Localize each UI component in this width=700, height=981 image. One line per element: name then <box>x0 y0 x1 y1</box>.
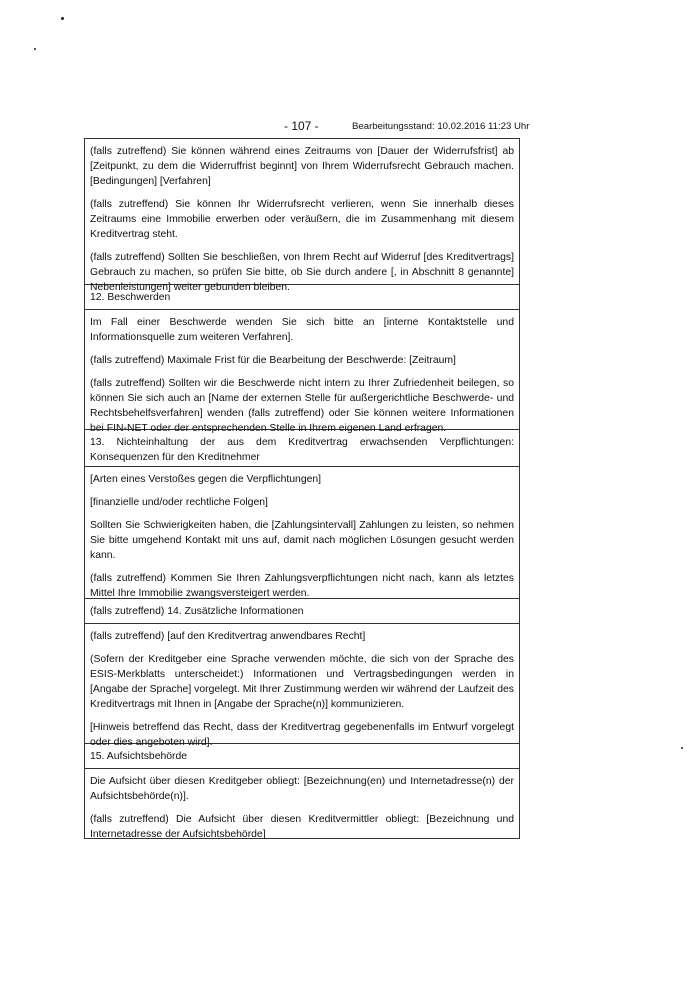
paragraph: [Arten eines Verstoßes gegen die Verpflichtungen] <box>90 474 322 485</box>
non-compliance-cell <box>85 467 519 599</box>
document-table <box>84 138 520 839</box>
paragraph: (falls zutreffend) Kommen Sie Ihren Zahlungsverpflichtungen nicht nach, kann als letztes Mittel Ihre Immobilie zwangsversteigert werden. <box>90 573 514 599</box>
complaints-cell <box>85 310 519 434</box>
withdrawal-cell <box>85 139 519 293</box>
paragraph: (falls zutreffend) Sie können Ihr Widerrufsrecht verlieren, wenn Sie innerhalb dieses Zeitraums eine Immobilie erwerben oder veräußern, die im Zusammenhang mit diesem Kreditvertrag steht. <box>90 199 514 240</box>
page-number: - 107 - <box>284 119 319 133</box>
paragraph: (falls zutreffend) Die Aufsicht über diesen Kreditvermittler obliegt: [Bezeichnung und Internetadresse der Aufsichtsbehörde] <box>90 814 514 840</box>
paragraph: [finanzielle und/oder rechtliche Folgen] <box>90 497 268 508</box>
additional-info-cell <box>85 624 519 748</box>
paragraph: [Hinweis betreffend das Recht, dass der Kreditvertrag gegebenenfalls im Entwurf vorgelegt oder dies angeboten wird]. <box>90 722 514 748</box>
paragraph: (falls zutreffend) Sollten Sie beschließen, von Ihrem Recht auf Widerruf [des Kreditvertrags] Gebrauch zu machen, so prüfen Sie bitte, ob Sie durch andere [, in Abschnitt 8 genannte] Nebenleistungen] weiter gebunden bleiben. <box>90 252 514 293</box>
section-title: 12. Beschwerden <box>90 292 171 303</box>
supervisory-authority-cell <box>85 769 519 846</box>
section-title: 15. Aufsichtsbehörde <box>90 751 188 762</box>
paragraph: (falls zutreffend) Maximale Frist für die Bearbeitung der Beschwerde: [Zeitraum] <box>90 355 456 366</box>
section-title: 13. Nichteinhaltung der aus dem Kreditvertrag erwachsenden Verpflichtungen: Konsequenzen für den Kreditnehmer <box>90 437 514 463</box>
scan-speck <box>34 48 36 50</box>
section-title: (falls zutreffend) 14. Zusätzliche Informationen <box>90 606 304 617</box>
scan-speck <box>681 747 683 749</box>
paragraph: (falls zutreffend) Sie können während eines Zeitraums von [Dauer der Widerrufsfrist] ab [Zeitpunkt, zu dem die Widerruffrist beginnt] von Ihrem Widerrufsrecht Gebrauch machen. [Bedingungen] [Verfahren] <box>90 146 514 187</box>
section-heading-additional-info <box>85 599 519 624</box>
paragraph: (falls zutreffend) [auf den Kreditvertrag anwendbares Recht] <box>90 631 366 642</box>
scan-speck <box>61 17 64 20</box>
section-heading-non-compliance <box>85 430 519 467</box>
page-header <box>84 119 530 135</box>
paragraph: Sollten Sie Schwierigkeiten haben, die [Zahlungsintervall] Zahlungen zu leisten, so nehmen Sie bitte umgehend Kontakt mit uns auf, damit nach möglichen Lösungen gesucht werden kann. <box>90 520 514 561</box>
paragraph: (Sofern der Kreditgeber eine Sprache verwenden möchte, die sich von der Sprache des ESIS-Merkblatts unterscheidet:) Informationen und Vertragsbedingungen werden in [Angabe der Sprache] vorgelegt. Mit Ihrer Zustimmung werden wir während der Laufzeit des Kreditvertrags mit Ihnen in [Angabe der Sprache(n)] kommunizieren. <box>90 654 514 710</box>
paragraph: (falls zutreffend) Sollten wir die Beschwerde nicht intern zu Ihrer Zufriedenheit beilegen, so können Sie sich auch an [Name der externen Stelle für außergerichtliche Beschwerde- und Rechtsbehelfsverfahren] wenden (falls zutreffend) oder Sie können weitere Informationen bei FIN-NET oder der entsprechenden Stelle in Ihrem eigenen Land erfragen. <box>90 378 514 434</box>
revision-status: Bearbeitungsstand: 10.02.2016 11:23 Uhr <box>352 121 530 132</box>
paragraph: Die Aufsicht über diesen Kreditgeber obliegt: [Bezeichnung(en) und Internetadresse(n) der Aufsichtsbehörde(n)]. <box>90 776 514 802</box>
paragraph: Im Fall einer Beschwerde wenden Sie sich bitte an [interne Kontaktstelle und Informationsquelle zum weiteren Verfahren]. <box>90 317 514 343</box>
